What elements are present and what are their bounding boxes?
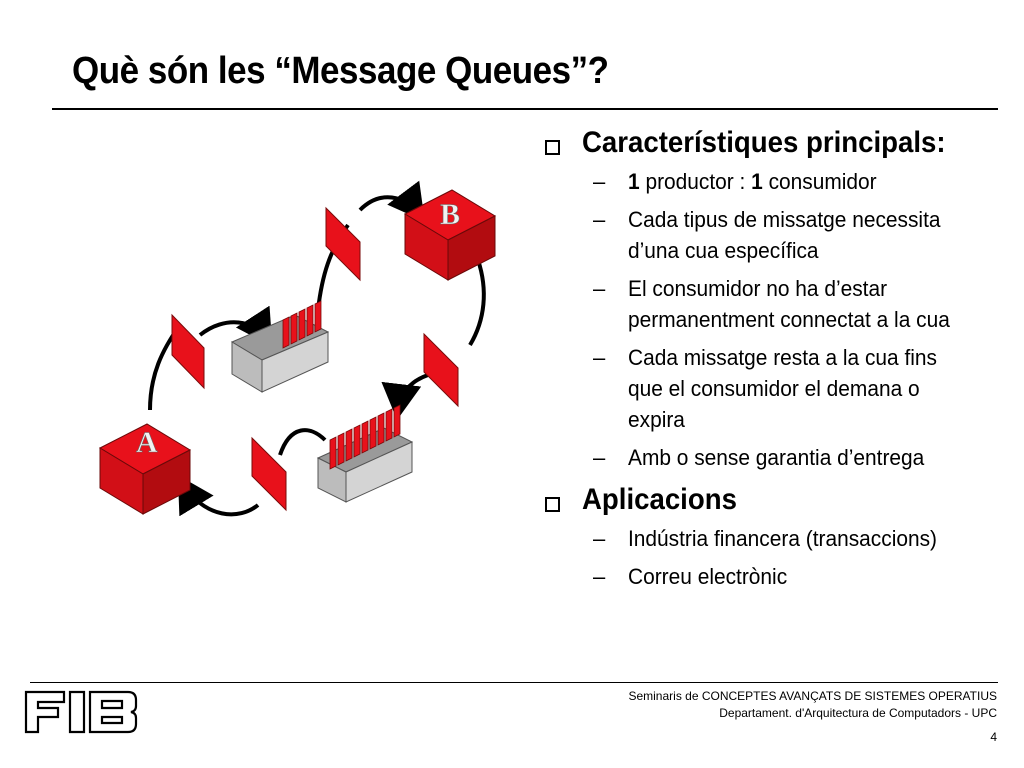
footer-seminar: Seminaris de CONCEPTES AVANÇATS DE SISTEMES OPERATIUS	[628, 689, 997, 703]
node-b-label: B	[440, 198, 461, 231]
fib-logo	[24, 688, 140, 736]
section-label: Aplicacions	[582, 483, 737, 516]
slide-content	[545, 126, 1005, 602]
node-a-cube	[100, 424, 190, 514]
connection-queue-to-port-bottom	[280, 430, 325, 455]
item-text: Correu electrònic	[628, 564, 788, 589]
port-right	[424, 334, 458, 406]
footer-divider	[30, 682, 998, 683]
section-applications	[545, 483, 1005, 517]
node-a-label: A	[136, 426, 158, 459]
item-text: El consumidor no ha d’estar permanentment connectat a la cua	[628, 276, 950, 332]
list-item: – El consumidor no ha d’estar permanentment connectat a la cua	[545, 273, 1005, 335]
list-item: – Correu electrònic	[545, 561, 1005, 592]
item-text: Cada tipus de missatge necessita d’una cua específica	[628, 207, 941, 263]
item-text: Amb o sense garantia d’entrega	[628, 445, 925, 470]
slide-title: Què són les “Message Queues”?	[72, 50, 609, 92]
message-queue-diagram	[0, 110, 520, 670]
queue-lower	[318, 405, 412, 502]
list-item: – Indústria financera (transaccions)	[545, 523, 1005, 554]
list-item: – Cada tipus de missatge necessita d’una cua específica	[545, 204, 1005, 266]
list-item: – 1 productor : 1 consumidor	[545, 166, 1005, 197]
connection-port-bottom-to-a	[182, 482, 258, 514]
footer-department: Departament. d'Arquitectura de Computadors - UPC	[719, 706, 997, 720]
feature-list	[545, 166, 1005, 473]
section-label: Característiques principals:	[582, 126, 946, 159]
item-text: Indústria financera (transaccions)	[628, 526, 938, 551]
page-number: 4	[990, 730, 997, 744]
footer-info	[628, 688, 997, 722]
list-item: – Amb o sense garantia d’entrega	[545, 442, 1005, 473]
item-text-producer-consumer: 1 productor : 1 consumidor	[628, 169, 877, 194]
square-bullet-icon	[545, 140, 560, 155]
item-text: Cada missatge resta a la cua fins que el consumidor el demana o expira	[628, 345, 938, 432]
applications-list	[545, 523, 1005, 592]
port-top	[326, 208, 360, 280]
list-item: – Cada missatge resta a la cua fins que el consumidor el demana o expira	[545, 342, 1005, 435]
section-main-features	[545, 126, 1005, 160]
queue-upper	[232, 301, 328, 392]
connection-port-right-to-queue	[398, 375, 428, 412]
square-bullet-icon	[545, 497, 560, 512]
connection-b-to-port-right	[470, 260, 484, 345]
port-left	[172, 315, 204, 388]
